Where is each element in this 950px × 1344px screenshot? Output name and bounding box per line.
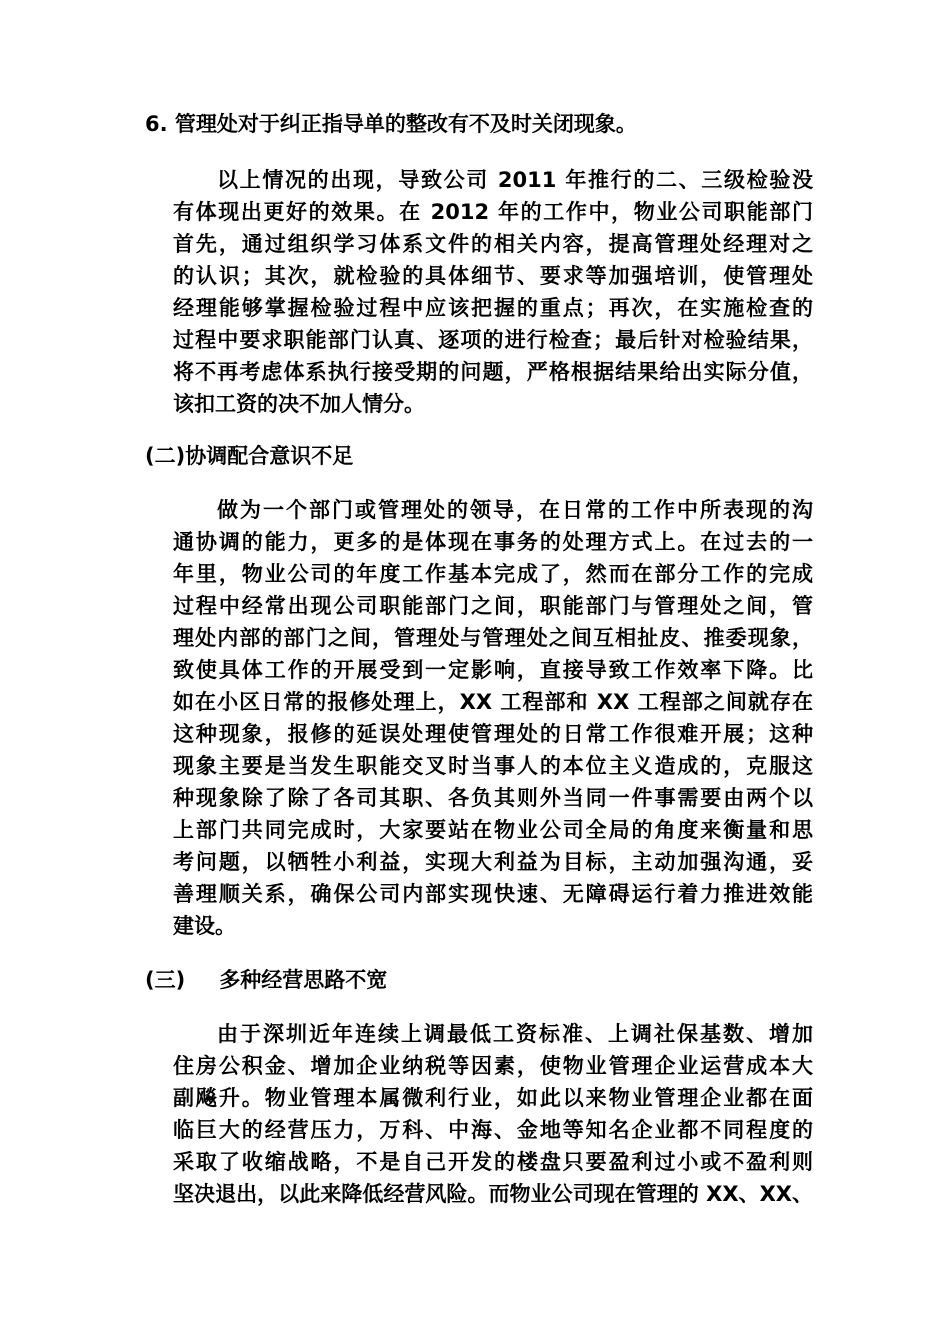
paragraph-diversified bbox=[173, 1018, 813, 1210]
paragraph-line: 通协调的能力，更多的是体现在事务的处理方式上。在过去的一 bbox=[173, 530, 813, 554]
paragraph-line: 建设。 bbox=[173, 914, 236, 938]
paragraph-line: 过程中经常出现公司职能部门之间，职能部门与管理处之间，管 bbox=[173, 594, 813, 618]
paragraph-line: 坚决退出，以此来降低经营风险。而物业公司现在管理的 XX、XX、 bbox=[173, 1182, 813, 1206]
paragraph-line: 临巨大的经营压力，万科、中海、金地等知名企业都不同程度的 bbox=[173, 1118, 813, 1142]
paragraph-line: 过程中要求职能部门认真、逐项的进行检查；最后针对检验结果， bbox=[173, 328, 813, 352]
paragraph-line: 以上情况的出现，导致公司 2011 年推行的二、三级检验没 bbox=[217, 168, 813, 192]
paragraph-line: 副飚升。物业管理本属微利行业，如此以来物业管理企业都在面 bbox=[173, 1086, 813, 1110]
paragraph-line: 住房公积金、增加企业纳税等因素，使物业管理企业运营成本大 bbox=[173, 1054, 813, 1078]
paragraph-line: 采取了收缩战略，不是自己开发的楼盘只要盈利过小或不盈利则 bbox=[173, 1150, 813, 1174]
section-heading-coordination bbox=[145, 440, 353, 472]
paragraph-line: 如在小区日常的报修处理上，XX 工程部和 XX 工程部之间就存在 bbox=[173, 690, 813, 714]
section-title: 协调配合意识不足 bbox=[185, 444, 354, 468]
paragraph-line: 有体现出更好的效果。在 2012 年的工作中，物业公司职能部门 bbox=[173, 200, 813, 224]
paragraph-line: 经理能够掌握检验过程中应该把握的重点；再次，在实施检查的 bbox=[173, 296, 813, 320]
section-number: (二) bbox=[145, 444, 186, 468]
paragraph-inspection bbox=[173, 164, 813, 420]
paragraph-line: 现象主要是当发生职能交叉时当事人的本位主义造成的，克服这 bbox=[173, 754, 813, 778]
paragraph-line: 理处内部的部门之间，管理处与管理处之间互相扯皮、推委现象， bbox=[173, 626, 813, 650]
section-title: 多种经营思路不宽 bbox=[219, 968, 388, 992]
paragraph-line: 将不再考虑体系执行接受期的问题，严格根据结果给出实际分值， bbox=[173, 360, 813, 384]
paragraph-line: 做为一个部门或管理处的领导，在日常的工作中所表现的沟 bbox=[217, 498, 813, 522]
paragraph-line: 这种现象，报修的延误处理使管理处的日常工作很难开展；这种 bbox=[173, 722, 813, 746]
section-number: (三) bbox=[145, 968, 186, 992]
paragraph-line: 该扣工资的决不加人情分。 bbox=[173, 392, 425, 416]
paragraph-line: 的认识；其次，就检验的具体细节、要求等加强培训，使管理处 bbox=[173, 264, 813, 288]
paragraph-line: 种现象除了除了各司其职、各负其则外当同一件事需要由两个以 bbox=[173, 786, 813, 810]
paragraph-coordination bbox=[173, 494, 813, 942]
paragraph-line: 上部门共同完成时，大家要站在物业公司全局的角度来衡量和思 bbox=[173, 818, 813, 842]
paragraph-line: 善理顺关系，确保公司内部实现快速、无障碍运行着力推进效能 bbox=[173, 882, 813, 906]
paragraph-line: 由于深圳近年连续上调最低工资标准、上调社保基数、增加 bbox=[217, 1022, 813, 1046]
section-heading-diversified bbox=[145, 964, 387, 996]
paragraph-line: 首先，通过组织学习体系文件的相关内容，提高管理处经理对之 bbox=[173, 232, 813, 256]
paragraph-line: 考问题，以牺牲小利益，实现大利益为目标，主动加强沟通，妥 bbox=[173, 850, 813, 874]
heading-item-6: 6. 管理处对于纠正指导单的整改有不及时关闭现象。 bbox=[145, 112, 637, 136]
paragraph-line: 年里，物业公司的年度工作基本完成了，然而在部分工作的完成 bbox=[173, 562, 813, 586]
paragraph-line: 致使具体工作的开展受到一定影响，直接导致工作效率下降。比 bbox=[173, 658, 813, 682]
